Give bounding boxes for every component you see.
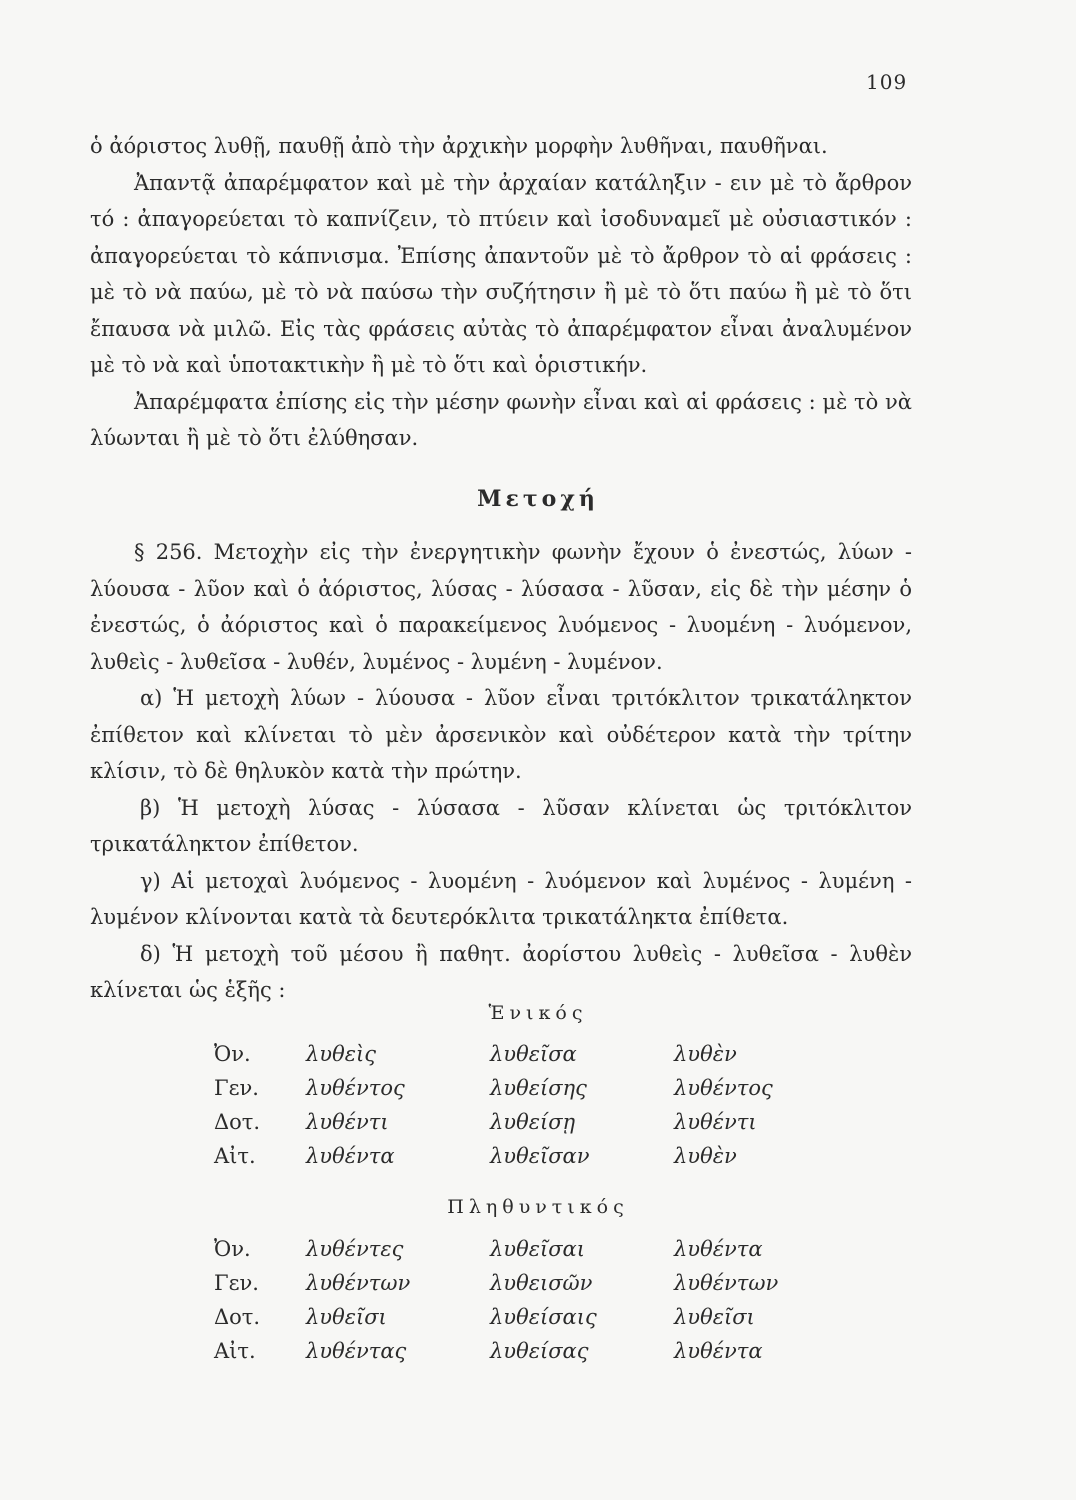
masculine-form: λυθέντος	[306, 1076, 405, 1100]
paragraph-beta: β) Ἡ μετοχὴ λύσας - λύσασα - λῦσαν κλίνεται ὡς τριτόκλιτον τρικατάληκτον ἐπίθετον.	[90, 795, 912, 856]
feminine-form: λυθεῖσαν	[490, 1144, 590, 1168]
table-row	[214, 1105, 858, 1139]
feminine-form: λυθεῖσα	[490, 1042, 577, 1066]
neuter-form: λυθέντα	[674, 1237, 763, 1261]
table-row	[214, 1037, 858, 1071]
feminine-form: λυθεισῶν	[490, 1271, 593, 1295]
case-label: Ὀν.	[214, 1237, 251, 1261]
table-row	[214, 1300, 858, 1334]
case-label: Γεν.	[214, 1076, 259, 1100]
paragraph-gamma: γ) Αἱ μετοχαὶ λυόμενος - λυομένη - λυόμενον καὶ λυμένος - λυμένη - λυμένον κλίνονται κατὰ τὰ δευτερόκλιτα τρικατάληκτα ἐπίθετα.	[90, 868, 912, 929]
paragraph-middle-voice: Ἀπαρέμφατα ἐπίσης εἰς τὴν μέσην φωνὴν εἶναι καὶ αἱ φράσεις : μὲ τὸ νὰ λύωνται ἢ μὲ τὸ ὅτι ἐλύθησαν.	[90, 389, 912, 450]
neuter-form: λυθὲν	[674, 1144, 737, 1168]
masculine-form: λυθεὶς	[306, 1042, 376, 1066]
neuter-form: λυθέντων	[674, 1271, 779, 1295]
case-label: Γεν.	[214, 1271, 259, 1295]
masculine-form: λυθέντα	[306, 1144, 395, 1168]
section-heading: Μετοχή	[477, 486, 599, 512]
singular-heading: Ἑνικός	[488, 1002, 588, 1024]
paragraph-aorist: ὁ ἀόριστος λυθῇ, παυθῇ ἀπὸ τὴν ἀρχικὴν μορφὴν λυθῆναι, παυθῆναι.	[90, 134, 828, 158]
singular-declension-table	[214, 1037, 858, 1173]
participle-text-block	[90, 534, 912, 1009]
neuter-form: λυθέντος	[674, 1076, 773, 1100]
case-label: Δοτ.	[214, 1110, 261, 1134]
intro-text-block	[90, 128, 912, 457]
masculine-form: λυθεῖσι	[306, 1305, 387, 1329]
neuter-form: λυθέντα	[674, 1339, 763, 1363]
case-label: Δοτ.	[214, 1305, 261, 1329]
page-number: 109	[866, 70, 908, 94]
plural-heading: Πληθυντικός	[447, 1196, 629, 1218]
case-label: Αἰτ.	[214, 1144, 256, 1168]
table-row	[214, 1139, 858, 1173]
case-label: Ὀν.	[214, 1042, 251, 1066]
table-row	[214, 1232, 858, 1266]
paragraph-256: § 256. Μετοχὴν εἰς τὴν ἐνεργητικὴν φωνὴν ἔχουν ὁ ἐνεστώς, λύων - λύουσα - λῦον καὶ ὁ ἀόριστος, λύσας - λύσασα - λῦσαν, εἰς δὲ τὴν μέσην ὁ ἐνεστώς, ὁ ἀόριστος καὶ ὁ παρακείμενος λυόμενος - λυομένη - λυόμενον, λυθεὶς - λυθεῖσα - λυθέν, λυμένος - λυμένη - λυμένον.	[90, 540, 912, 674]
table-row	[214, 1266, 858, 1300]
paragraph-delta: δ) Ἡ μετοχὴ τοῦ μέσου ἢ παθητ. ἀορίστου λυθεὶς - λυθεῖσα - λυθὲν κλίνεται ὡς ἑξῆς :	[90, 941, 912, 1002]
plural-declension-table	[214, 1232, 858, 1368]
table-row	[214, 1334, 858, 1368]
feminine-form: λυθείσης	[490, 1076, 587, 1100]
masculine-form: λυθέντι	[306, 1110, 389, 1134]
neuter-form: λυθεῖσι	[674, 1305, 755, 1329]
paragraph-alpha: α) Ἡ μετοχὴ λύων - λύουσα - λῦον εἶναι τριτόκλιτον τρικατάληκτον ἐπίθετον καὶ κλίνεται τὸ μὲν ἀρσενικὸν καὶ οὐδέτερον κατὰ τὴν τρίτην κλίσιν, τὸ δὲ θηλυκὸν κατὰ τὴν πρώτην.	[90, 686, 912, 783]
case-label: Αἰτ.	[214, 1339, 256, 1363]
feminine-form: λυθείσας	[490, 1339, 589, 1363]
paragraph-infinitive: Ἀπαντᾷ ἀπαρέμφατον καὶ μὲ τὴν ἀρχαίαν κατάληξιν - ειν μὲ τὸ ἄρθρον τό : ἀπαγορεύεται τὸ καπνίζειν, τὸ πτύειν καὶ ἰσοδυναμεῖ μὲ οὐσιαστικόν : ἀπαγορεύεται τὸ κάπνισμα. Ἐπίσης ἀπαντοῦν μὲ τὸ ἄρθρον τὸ αἱ φράσεις : μὲ τὸ νὰ παύω, μὲ τὸ νὰ παύσω τὴν συζήτησιν ἢ μὲ τὸ ὅτι παύω ἢ μὲ τὸ ὅτι ἔπαυσα νὰ μιλῶ. Εἰς τὰς φράσεις αὐτὰς τὸ ἀπαρέμφατον εἶναι ἀναλυμένον μὲ τὸ νὰ καὶ ὑποτακτικὴν ἢ μὲ τὸ ὅτι καὶ ὁριστικήν.	[90, 170, 912, 377]
feminine-form: λυθεῖσαι	[490, 1237, 585, 1261]
masculine-form: λυθέντων	[306, 1271, 411, 1295]
masculine-form: λυθέντες	[306, 1237, 404, 1261]
feminine-form: λυθείσῃ	[490, 1110, 576, 1134]
masculine-form: λυθέντας	[306, 1339, 407, 1363]
table-row	[214, 1071, 858, 1105]
neuter-form: λυθὲν	[674, 1042, 737, 1066]
neuter-form: λυθέντι	[674, 1110, 757, 1134]
feminine-form: λυθείσαις	[490, 1305, 597, 1329]
